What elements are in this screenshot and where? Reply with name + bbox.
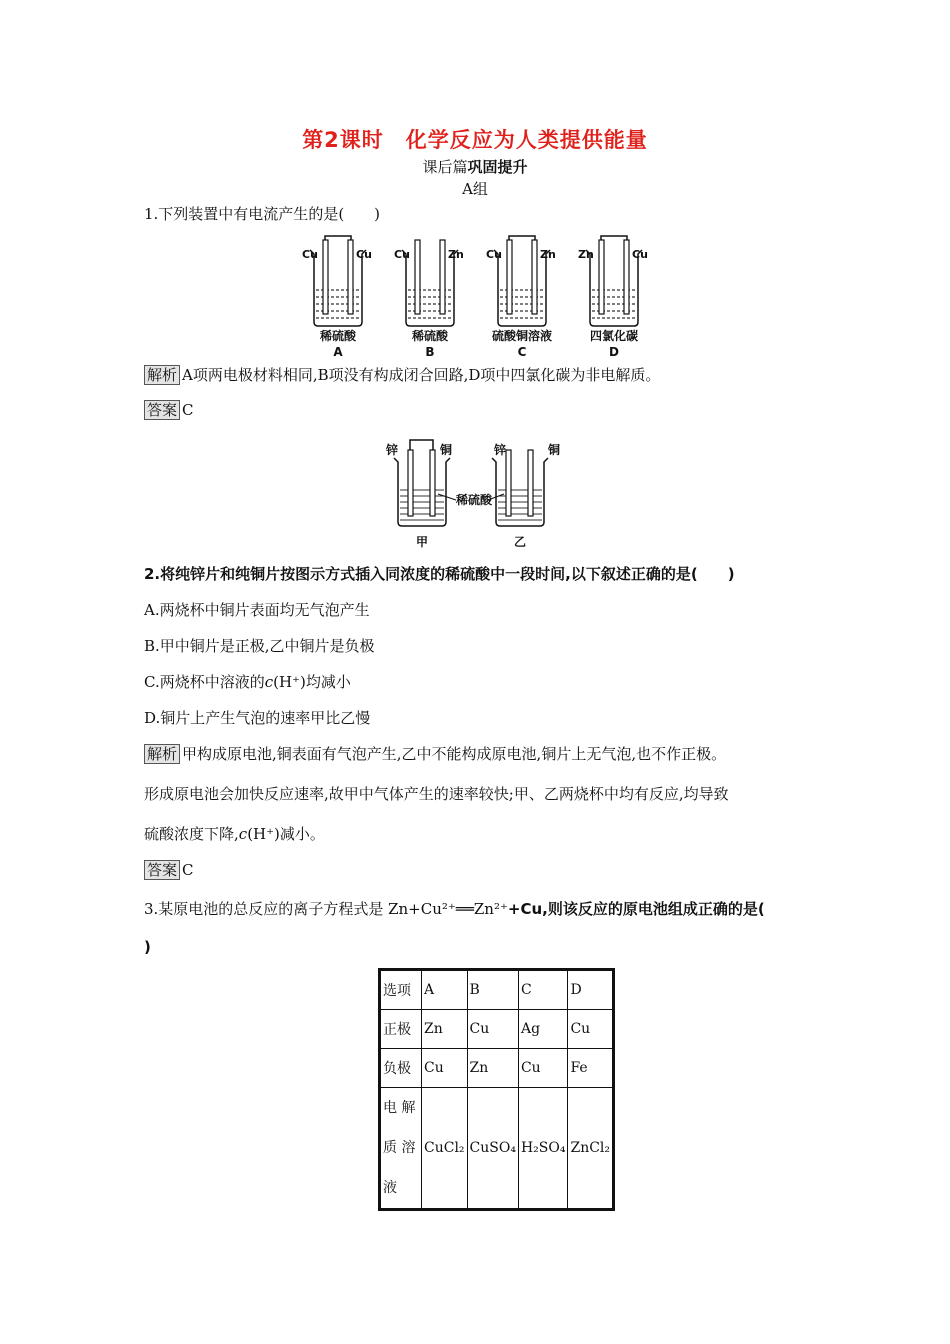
- analysis-3-var: c: [238, 825, 248, 843]
- option-letter: D: [609, 345, 619, 359]
- q2-figure: [380, 434, 570, 552]
- q2-analysis-text-1: 甲构成原电池,铜表面有气泡产生,乙中不能构成原电池,铜片上无气泡,也不作正极。: [182, 745, 727, 763]
- q1-figure: [296, 234, 656, 362]
- table-cell: Zn: [422, 1010, 468, 1049]
- q3-question-bold: +Cu,则该反应的原电池组成正确的是(: [507, 900, 765, 918]
- table-cell: ZnCl₂: [568, 1088, 614, 1210]
- label-jia: 甲: [416, 535, 429, 549]
- answer-tag: 答案: [144, 860, 180, 880]
- table-cell: Fe: [568, 1049, 614, 1088]
- label-cu-right: 铜: [548, 443, 561, 457]
- option-letter: A: [333, 345, 343, 359]
- solution-label: 四氯化碳: [589, 329, 639, 343]
- beaker-C: [486, 236, 556, 359]
- q1-answer-text: C: [182, 401, 194, 419]
- q2-option-d: D.铜片上产生气泡的速率甲比乙慢: [144, 709, 371, 727]
- table-cell: B: [467, 970, 518, 1010]
- beaker-yi: [492, 450, 548, 526]
- q2-answer: [144, 860, 194, 880]
- q2-analysis-1: [144, 743, 726, 764]
- table-cell: Cu: [467, 1010, 518, 1049]
- electrode-label: Zn: [578, 248, 594, 261]
- q1-answer: [144, 400, 194, 420]
- solution-label: 稀硫酸: [319, 329, 357, 343]
- electrode-label: Zn: [448, 248, 464, 261]
- group-label: A组: [462, 180, 488, 198]
- q1-analysis-text: A项两电极材料相同,B项没有构成闭合回路,D项中四氯化碳为非电解质。: [182, 366, 661, 384]
- table-cell: Zn: [467, 1049, 518, 1088]
- electrode-label: Zn: [540, 248, 556, 261]
- table-cell: C: [518, 970, 568, 1010]
- label-yi: 乙: [514, 535, 527, 549]
- page-title: 第2课时 化学反应为人类提供能量: [302, 128, 648, 152]
- table-cell: Cu: [568, 1010, 614, 1049]
- beaker-A: [302, 236, 372, 359]
- table-cell: 负极: [380, 1049, 422, 1088]
- electrode-label: Cu: [632, 248, 648, 261]
- table-cell: Cu: [518, 1049, 568, 1088]
- analysis-tag: 解析: [144, 744, 180, 764]
- table-row: [380, 1088, 614, 1210]
- option-c-pre: C.两烧杯中溶液的: [144, 673, 265, 691]
- option-letter: C: [517, 345, 527, 359]
- label-cu-left: 铜: [440, 443, 453, 457]
- table-cell: 选项: [380, 970, 422, 1010]
- subtitle-prefix: 课后篇: [422, 158, 468, 176]
- label-zn-left: 锌: [386, 443, 399, 457]
- q2-analysis-3: [144, 823, 325, 844]
- q1-question: 1.下列装置中有电流产生的是( ): [144, 205, 381, 223]
- table-cell: 电 解质 溶液: [380, 1088, 422, 1210]
- option-c-post: (H⁺)均减小: [273, 673, 351, 691]
- table-row: [380, 1010, 614, 1049]
- q3-question: [144, 898, 765, 919]
- electrode-label: Cu: [356, 248, 372, 261]
- option-c-var: c: [264, 673, 274, 691]
- section-subtitle: [0, 156, 950, 177]
- q2-analysis-2: 形成原电池会加快反应速率,故甲中气体产生的速率较快;甲、乙两烧杯中均有反应,均导致: [144, 785, 729, 803]
- electrode-label: Cu: [302, 248, 318, 261]
- solution-label: 稀硫酸: [411, 329, 449, 343]
- q3-question-pre: 3.某原电池的总反应的离子方程式是 Zn+Cu²⁺══Zn²⁺: [144, 900, 508, 918]
- analysis-3-pre: 硫酸浓度下降,: [144, 825, 239, 843]
- table-row: [380, 970, 614, 1010]
- table-cell: D: [568, 970, 614, 1010]
- beaker-D: [578, 236, 648, 359]
- table-row: [380, 1049, 614, 1088]
- q1-analysis: [144, 364, 660, 385]
- q2-answer-text: C: [182, 861, 194, 879]
- electrode-label: Cu: [486, 248, 502, 261]
- q2-option-c: [144, 671, 351, 692]
- subtitle-bold: 巩固提升: [467, 158, 528, 176]
- q3-question-end: ): [144, 938, 151, 956]
- q2-question: 2.将纯锌片和纯铜片按图示方式插入同浓度的稀硫酸中一段时间,以下叙述正确的是( ): [144, 565, 735, 583]
- q2-option-a: A.两烧杯中铜片表面均无气泡产生: [144, 601, 370, 619]
- table-cell: CuSO₄: [467, 1088, 518, 1210]
- label-zn-right: 锌: [494, 443, 507, 457]
- label-solution: 稀硫酸: [456, 493, 493, 507]
- analysis-tag: 解析: [144, 365, 180, 385]
- solution-label: 硫酸铜溶液: [491, 329, 553, 343]
- answer-tag: 答案: [144, 400, 180, 420]
- electrode-label: Cu: [394, 248, 410, 261]
- analysis-3-post: (H⁺)减小。: [247, 825, 325, 843]
- table-cell: 正极: [380, 1010, 422, 1049]
- table-cell: H₂SO₄: [518, 1088, 568, 1210]
- table-cell: Cu: [422, 1049, 468, 1088]
- options-table: [378, 968, 615, 1211]
- q2-option-b: B.甲中铜片是正极,乙中铜片是负极: [144, 637, 375, 655]
- beaker-B: [394, 240, 464, 359]
- table-cell: A: [422, 970, 468, 1010]
- table-cell: Ag: [518, 1010, 568, 1049]
- option-letter: B: [425, 345, 435, 359]
- table-cell: CuCl₂: [422, 1088, 468, 1210]
